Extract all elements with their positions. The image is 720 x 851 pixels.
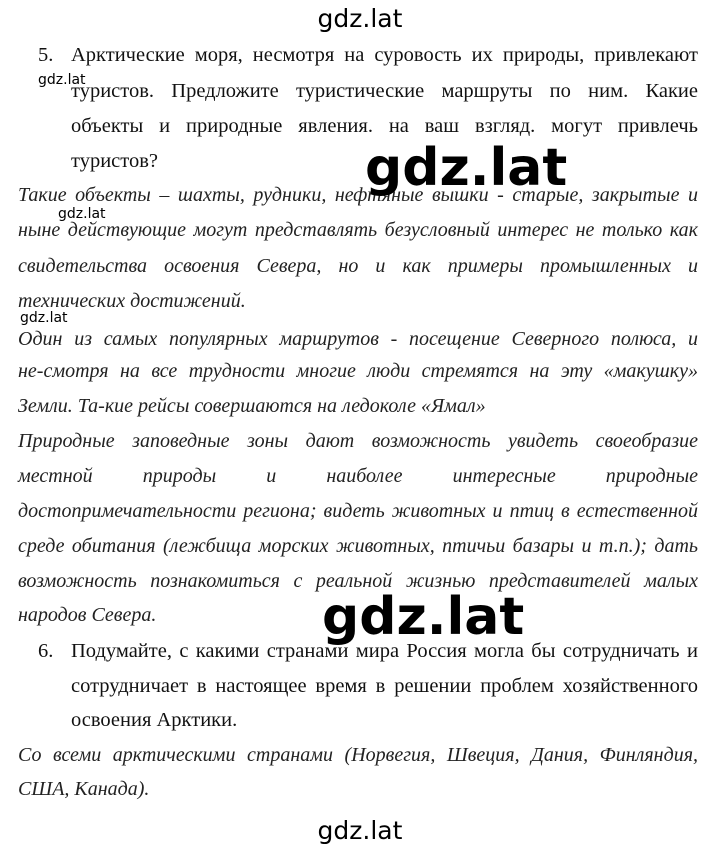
question-line: Подумайте, с какими странами мира Россия могла бы сотрудничать и — [71, 640, 698, 662]
answer-line: Один из самых популярных маршрутов - посещение Северного полюса, и — [18, 328, 698, 350]
answer-line: народов Севера. — [18, 604, 157, 626]
answer-line: среде обитания (лежбища морских животных, птичьи базары и т.п.); дать — [18, 535, 698, 557]
answer-line: ныне действующие могут представлять безусловный интерес не только как — [18, 219, 698, 241]
question-number: 5. — [38, 44, 54, 66]
question-line: освоения Арктики. — [71, 709, 238, 731]
question-line: Арктические моря, несмотря на суровость их природы, привлекают — [71, 44, 698, 66]
answer-line: Земли. Та-кие рейсы совершаются на ледоколе «Ямал» — [18, 395, 486, 417]
question-line: сотрудничает в настоящее время в решении проблем хозяйственного — [71, 675, 698, 697]
answer-line: Такие объекты – шахты, рудники, нефтяные вышки - старые, закрытые и — [18, 184, 698, 206]
watermark-small: gdz.lat — [38, 72, 86, 88]
watermark-small: gdz.lat — [58, 206, 106, 222]
answer-line: Со всеми арктическими странами (Норвегия, Швеция, Дания, Финляндия, — [18, 744, 698, 766]
answer-line: Природные заповедные зоны дают возможность увидеть своеобразие — [18, 430, 698, 452]
question-line: туристов. Предложите туристические маршруты по ним. Какие — [71, 80, 698, 102]
watermark-small: gdz.lat — [20, 310, 68, 326]
answer-line: возможность познакомиться с реальной жизнью представителей малых — [18, 570, 698, 592]
answer-line: местной природы и наиболее интересные природные — [18, 465, 698, 487]
question-line: объекты и природные явления. на ваш взгляд. могут привлечь — [71, 115, 698, 137]
answer-line: свидетельства освоения Севера, но и как примеры промышленных и — [18, 255, 698, 277]
question-number: 6. — [38, 640, 54, 662]
answer-line: технических достижений. — [18, 290, 246, 312]
watermark-large: gdz.lat — [365, 138, 568, 198]
answer-line: достопримечательности региона; видеть животных и птиц в естественной — [18, 500, 698, 522]
watermark-top: gdz.lat — [317, 4, 403, 33]
answer-line: США, Канада). — [18, 778, 150, 800]
question-line: туристов? — [71, 150, 158, 172]
watermark-bottom: gdz.lat — [317, 816, 403, 845]
answer-line: не-смотря на все трудности многие люди стремятся на эту «макушку» — [18, 360, 698, 382]
watermark-large: gdz.lat — [322, 587, 525, 647]
